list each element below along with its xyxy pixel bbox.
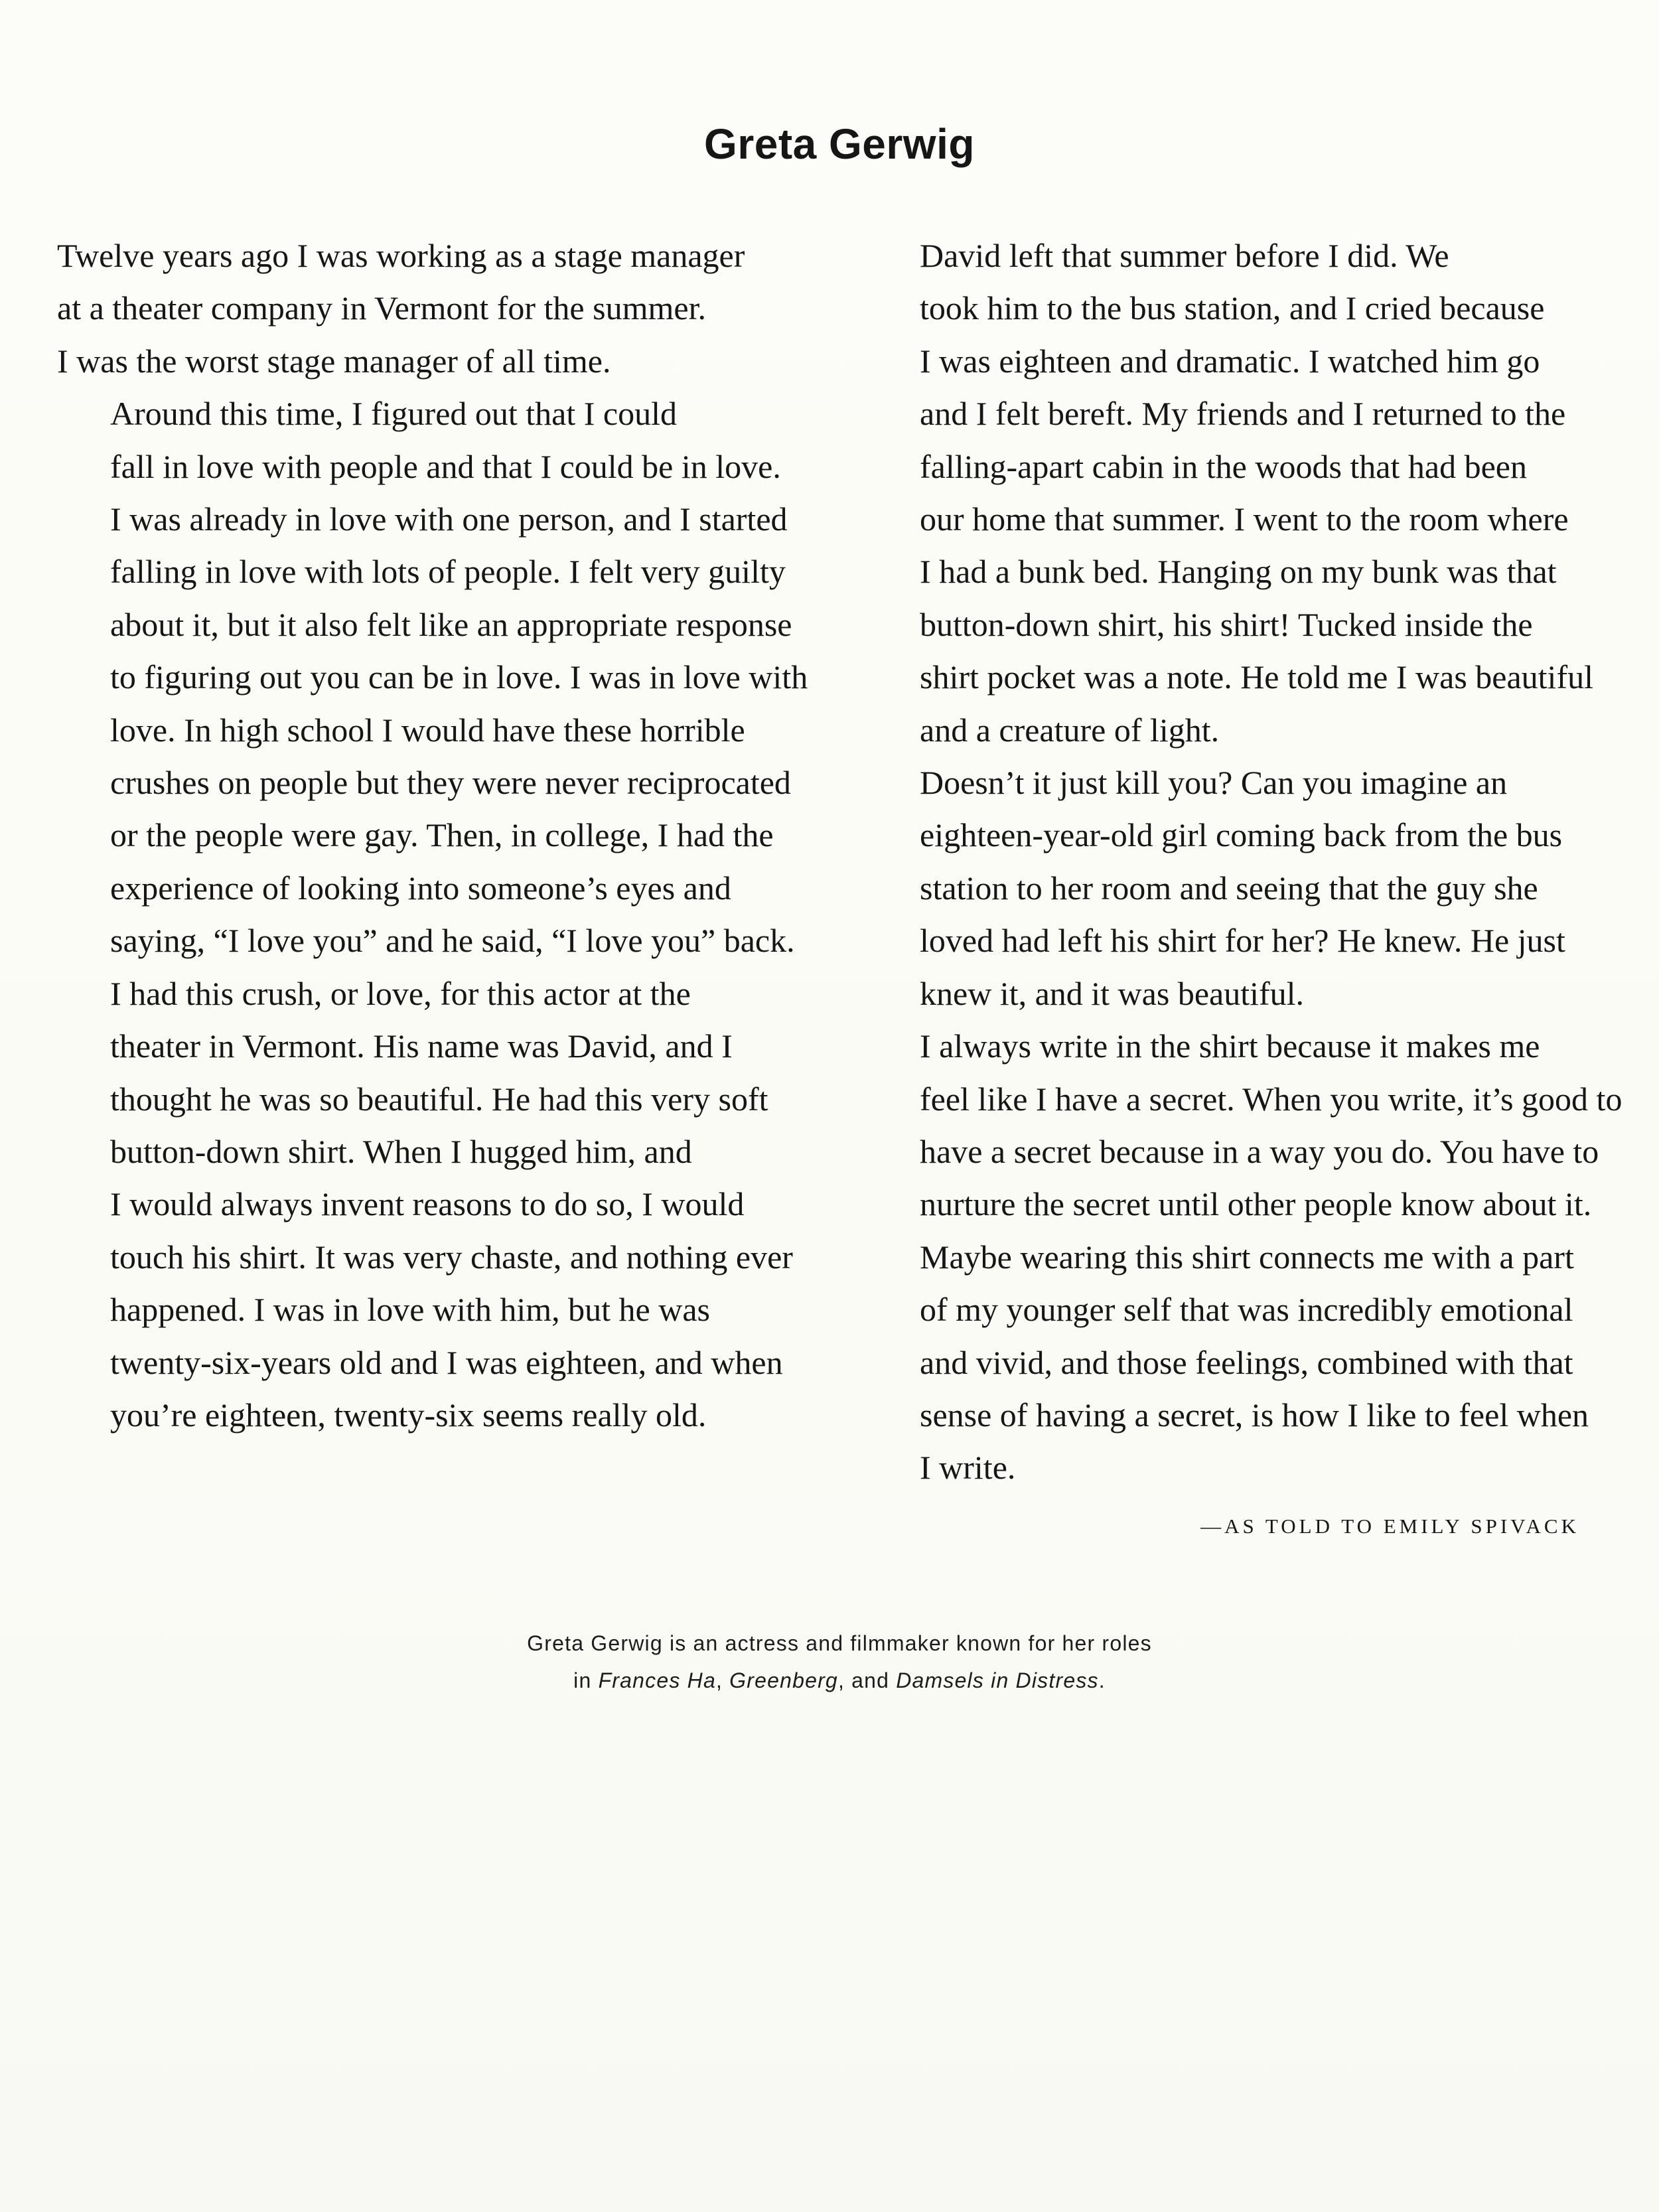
text-line: you’re eighteen, twenty-six seems really old. [110, 1396, 707, 1434]
text-line: of my younger self that was incredibly emotional [920, 1291, 1573, 1329]
text-line: have a secret because in a way you do. You have to [920, 1132, 1599, 1170]
text-line: thought he was so beautiful. He had this very soft [110, 1080, 768, 1118]
text-line: happened. I was in love with him, but he was [110, 1291, 710, 1329]
text-line: Doesn’t it just kill you? Can you imagine an [920, 764, 1508, 802]
text-line: saying, “I love you” and he said, “I love you” back. [110, 922, 795, 960]
text-line: and a creature of light. [920, 711, 1220, 749]
bio-text: , and [837, 1668, 897, 1692]
text-line: our home that summer. I went to the room where [920, 500, 1569, 538]
text-line: button-down shirt. When I hugged him, and [110, 1132, 692, 1170]
text-line: falling-apart cabin in the woods that had been [920, 447, 1527, 485]
bio-text: . [1098, 1668, 1106, 1692]
text-line: took him to the bus station, and I cried because [920, 289, 1545, 327]
text-line: about it, but it also felt like an appropriate response [110, 605, 792, 643]
text-line: eighteen-year-old girl coming back from the bus [920, 816, 1563, 854]
bio-line: Greta Gerwig is an actress and filmmaker known for her roles [527, 1631, 1152, 1655]
text-line: feel like I have a secret. When you write, it’s good to [920, 1080, 1623, 1118]
film-title: Greenberg [729, 1668, 838, 1692]
text-line: I always write in the shirt because it makes me [920, 1027, 1540, 1065]
text-line: Maybe wearing this shirt connects me with a part [920, 1238, 1574, 1276]
text-line: loved had left his shirt for her? He knew. He just [920, 922, 1565, 960]
text-line: knew it, and it was beautiful. [920, 974, 1305, 1012]
attribution: —AS TOLD TO EMILY SPIVACK [1200, 1514, 1579, 1538]
text-line: and vivid, and those feelings, combined with that [920, 1343, 1573, 1381]
right-column [867, 230, 1656, 1495]
paragraph [57, 388, 840, 967]
text-line: experience of looking into someone’s eyes and [110, 869, 731, 907]
text-line: station to her room and seeing that the guy she [920, 869, 1538, 907]
bio-line [398, 1662, 1281, 1699]
text-line: twenty-six-years old and I was eighteen, and when [110, 1343, 783, 1381]
text-line: I was the worst stage manager of all time. [57, 342, 611, 380]
text-line: crushes on people but they were never reciprocated [110, 764, 791, 802]
film-title: Frances Ha [598, 1668, 716, 1692]
text-line: I was already in love with one person, and I started [110, 500, 788, 538]
text-line: or the people were gay. Then, in college, I had the [110, 816, 774, 854]
text-line: I was eighteen and dramatic. I watched him go [920, 342, 1540, 380]
text-line: theater in Vermont. His name was David, and I [110, 1027, 733, 1065]
text-line: at a theater company in Vermont for the summer. [57, 289, 706, 327]
text-line: I had this crush, or love, for this actor at the [110, 974, 691, 1012]
page-title: Greta Gerwig [704, 120, 975, 168]
text-line: to figuring out you can be in love. I was in love with [110, 658, 808, 696]
text-line: fall in love with people and that I could be in love. [110, 447, 781, 485]
paragraph [867, 1020, 1656, 1495]
text-line: button-down shirt, his shirt! Tucked inside the [920, 605, 1533, 643]
text-line: I write. [920, 1449, 1016, 1487]
paragraph [867, 230, 1656, 757]
text-line: touch his shirt. It was very chaste, and nothing ever [110, 1238, 793, 1276]
paragraph [57, 230, 840, 388]
text-line: sense of having a secret, is how I like to feel when [920, 1396, 1589, 1434]
paragraph [57, 968, 840, 1442]
text-line: Twelve years ago I was working as a stage manager [57, 237, 745, 274]
text-line: I would always invent reasons to do so, I would [110, 1185, 745, 1223]
text-line: Around this time, I figured out that I could [110, 395, 678, 433]
paragraph [867, 757, 1656, 1020]
text-line: and I felt bereft. My friends and I returned to the [920, 395, 1566, 433]
text-line: falling in love with lots of people. I felt very guilty [110, 553, 786, 591]
text-line: I had a bunk bed. Hanging on my bunk was that [920, 553, 1557, 591]
film-title: Damsels in Distress [896, 1668, 1099, 1692]
bio-text: , [715, 1668, 730, 1692]
text-line: David left that summer before I did. We [920, 237, 1449, 274]
text-line: nurture the secret until other people know about it. [920, 1185, 1592, 1223]
text-line: love. In high school I would have these horrible [110, 711, 745, 749]
left-column [57, 230, 840, 1441]
bio-text: in [573, 1668, 599, 1692]
author-bio [398, 1625, 1281, 1699]
text-line: shirt pocket was a note. He told me I was beautiful [920, 658, 1593, 696]
